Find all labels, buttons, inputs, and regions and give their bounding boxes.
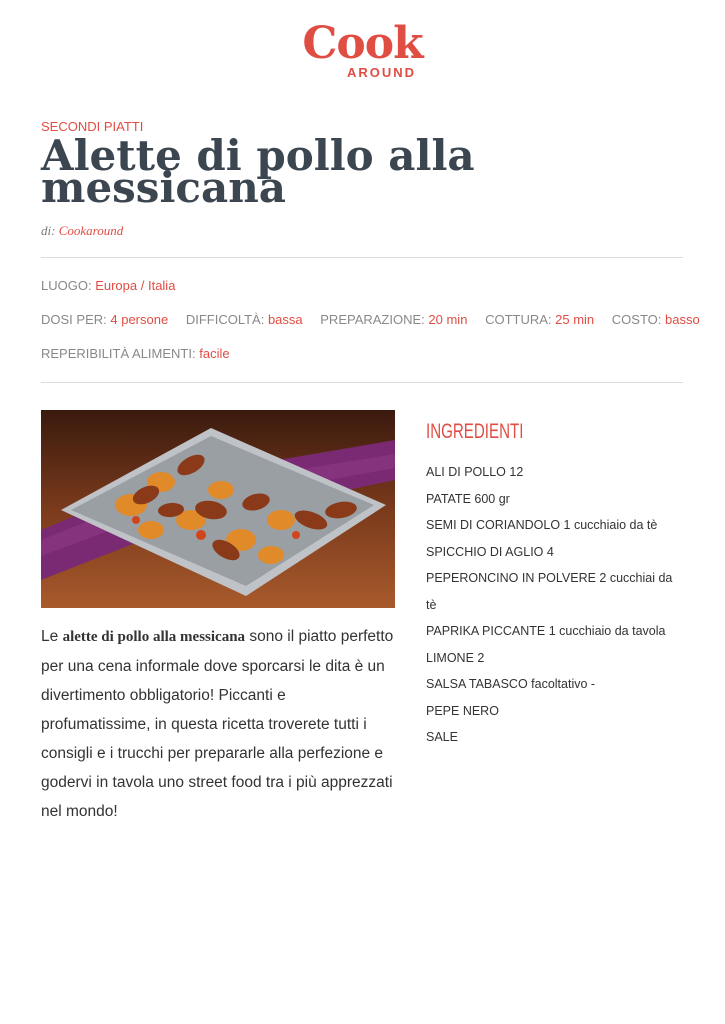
ingredient-item: SALE (426, 730, 458, 744)
cottura-value: 25 min (555, 312, 595, 327)
ingredient-item: PEPERONCINO IN POLVERE 2 cucchiai da tè (426, 571, 673, 612)
luogo-separator: / (137, 278, 148, 293)
site-logo[interactable] (0, 18, 725, 80)
luogo-label: LUOGO: (41, 278, 92, 293)
divider-top (41, 257, 683, 258)
recipe-intro (41, 622, 395, 826)
reperibilita-value: facile (199, 346, 230, 361)
recipe-photo (41, 410, 395, 608)
author-prefix: di: (41, 223, 56, 238)
difficolta-value: bassa (267, 312, 303, 327)
preparazione-value: 20 min (428, 312, 468, 327)
meta-difficolta (186, 312, 303, 327)
costo-value: basso (665, 312, 700, 327)
logo-subtitle: AROUND (346, 65, 417, 80)
reperibilita-label: REPERIBILITÀ ALIMENTI: (41, 346, 196, 361)
meta-preparazione (320, 312, 467, 327)
meta-costo (612, 312, 700, 327)
meta-luogo (41, 278, 175, 293)
preparazione-label: PREPARAZIONE: (320, 312, 425, 327)
ingredient-item: LIMONE 2 (426, 650, 485, 665)
intro-bold: alette di pollo alla messicana (62, 629, 246, 645)
meta-cottura (485, 312, 594, 327)
ingredient-item: SALSA TABASCO facoltativo - (426, 677, 596, 691)
recipe-title: Alette di pollo alla messicana (41, 131, 475, 212)
dosi-value: 4 persone (110, 312, 169, 327)
dosi-label: DOSI PER: (41, 312, 107, 327)
ingredient-item: ALI DI POLLO 12 (426, 465, 524, 479)
ingredient-item: PAPRIKA PICCANTE 1 cucchiaio da tavola (426, 624, 666, 638)
luogo-region-link[interactable]: Europa (95, 278, 138, 293)
intro-lead: Le (41, 628, 63, 645)
ingredient-item: SEMI DI CORIANDOLO 1 cucchiaio da tè (426, 518, 658, 532)
costo-label: COSTO: (611, 312, 662, 327)
meta-row-details (41, 312, 714, 327)
logo-word: Cook (302, 18, 423, 69)
luogo-country-link[interactable]: Italia (147, 278, 176, 293)
cottura-label: COTTURA: (485, 312, 552, 327)
author-line (41, 223, 123, 239)
category-link[interactable]: SECONDI PIATTI (41, 119, 144, 134)
difficolta-label: DIFFICOLTÀ: (185, 312, 265, 327)
author-link[interactable]: Cookaround (58, 223, 124, 238)
meta-reperibilita (41, 346, 230, 361)
meta-dosi (41, 312, 168, 327)
ingredient-item: PATATE 600 gr (426, 491, 510, 506)
divider-bottom (41, 382, 683, 383)
ingredients-list (426, 459, 686, 751)
intro-rest: sono il piatto perfetto per una cena informale dove sporcarsi le dita è un divertimento obbligatorio! Piccanti e profumatissime, in questa ricetta troverete tutti i consigli e i trucchi per prepararle alla perfezione e godervi in tavola uno street food tra i più apprezzati nel mondo! (41, 628, 394, 820)
ingredient-item: SPICCHIO DI AGLIO 4 (426, 544, 554, 559)
ingredients-title: INGREDIENTI (426, 420, 524, 443)
recipe-photo-illustration (41, 410, 395, 608)
ingredient-item: PEPE NERO (426, 703, 499, 718)
